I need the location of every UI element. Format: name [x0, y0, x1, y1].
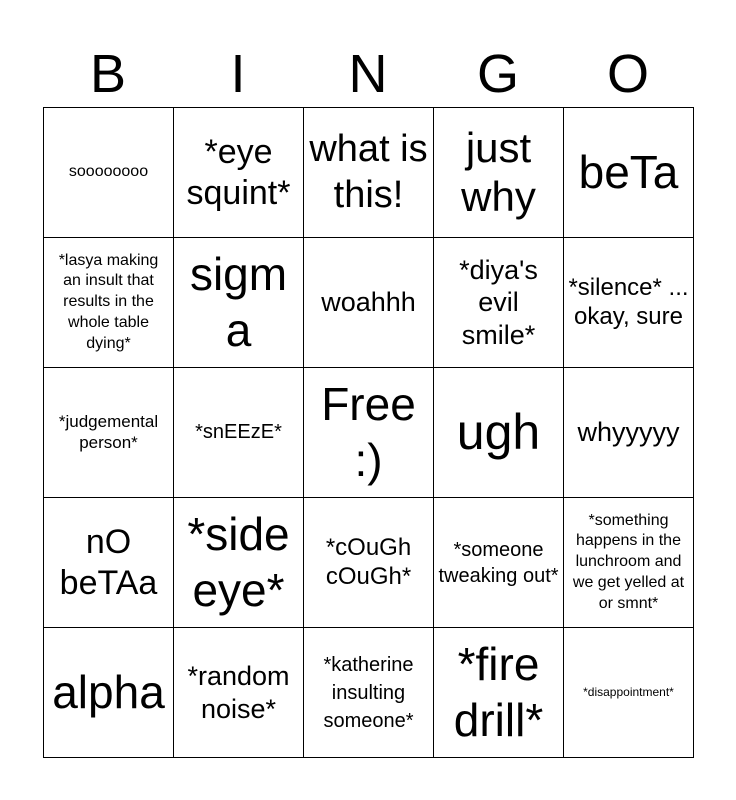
cell-text: *diya's evil smile*	[459, 254, 538, 350]
cell-text: *eye squint*	[186, 132, 291, 212]
bingo-cell[interactable]	[564, 368, 694, 498]
header-letter-i: I	[230, 44, 246, 104]
cell-text: what is this!	[309, 127, 428, 216]
header-letter-o: O	[606, 44, 649, 104]
cell-text: *katherine insulting someone*	[323, 653, 414, 732]
cell-text: *lasya making an insult that results in the whole table dying*	[58, 251, 159, 352]
cell-text: Free :)	[321, 378, 416, 486]
header-letter-n: N	[348, 44, 388, 104]
bingo-cell[interactable]	[564, 498, 694, 628]
cell-text: *silence* ... okay, sure	[568, 273, 689, 330]
bingo-cell[interactable]	[174, 108, 304, 238]
header-letter-g: G	[476, 44, 519, 104]
bingo-cell[interactable]	[304, 238, 434, 368]
cell-text: soooooooo	[68, 163, 149, 181]
bingo-cell[interactable]	[44, 628, 174, 758]
bingo-header	[43, 40, 693, 108]
bingo-cell[interactable]	[434, 108, 564, 238]
bingo-cell[interactable]	[304, 628, 434, 758]
cell-text: ugh	[456, 403, 541, 460]
cell-text: woahhh	[321, 287, 416, 318]
header-letter-b: B	[89, 44, 127, 104]
bingo-cell[interactable]	[44, 498, 174, 628]
bingo-cell[interactable]	[564, 628, 694, 758]
bingo-cell[interactable]	[44, 238, 174, 368]
cell-text: *disappointment*	[583, 684, 674, 699]
bingo-cell[interactable]	[434, 498, 564, 628]
cell-text: just why	[461, 124, 536, 220]
bingo-cell[interactable]	[304, 498, 434, 628]
cell-text: *judgemental person*	[58, 412, 159, 452]
cell-text: *something happens in the lunchroom and we get yelled at or smnt*	[572, 511, 685, 612]
bingo-cell[interactable]	[304, 108, 434, 238]
bingo-cell[interactable]	[434, 238, 564, 368]
bingo-cell[interactable]	[174, 628, 304, 758]
bingo-cell[interactable]	[174, 368, 304, 498]
cell-text: *fire drill*	[453, 638, 544, 746]
cell-text: nO beTAa	[59, 522, 158, 602]
cell-text: *cOuGh cOuGh*	[325, 533, 412, 590]
bingo-grid	[43, 107, 694, 758]
bingo-cell-free[interactable]	[304, 368, 434, 498]
cell-text: *someone tweaking out*	[438, 538, 559, 587]
bingo-cell[interactable]	[564, 108, 694, 238]
bingo-cell[interactable]	[434, 628, 564, 758]
cell-text: whyyyyy	[577, 417, 680, 448]
cell-text: *side eye*	[187, 508, 290, 616]
bingo-cell[interactable]	[174, 238, 304, 368]
bingo-cell[interactable]	[434, 368, 564, 498]
bingo-cell[interactable]	[44, 368, 174, 498]
bingo-cell[interactable]	[174, 498, 304, 628]
cell-text: beTa	[578, 145, 679, 198]
cell-text: *random noise*	[187, 661, 290, 724]
cell-text: alpha	[52, 665, 165, 718]
bingo-cell[interactable]	[44, 108, 174, 238]
cell-text: *snEEzE*	[195, 421, 282, 443]
cell-text: sigma	[189, 248, 288, 356]
bingo-cell[interactable]	[564, 238, 694, 368]
